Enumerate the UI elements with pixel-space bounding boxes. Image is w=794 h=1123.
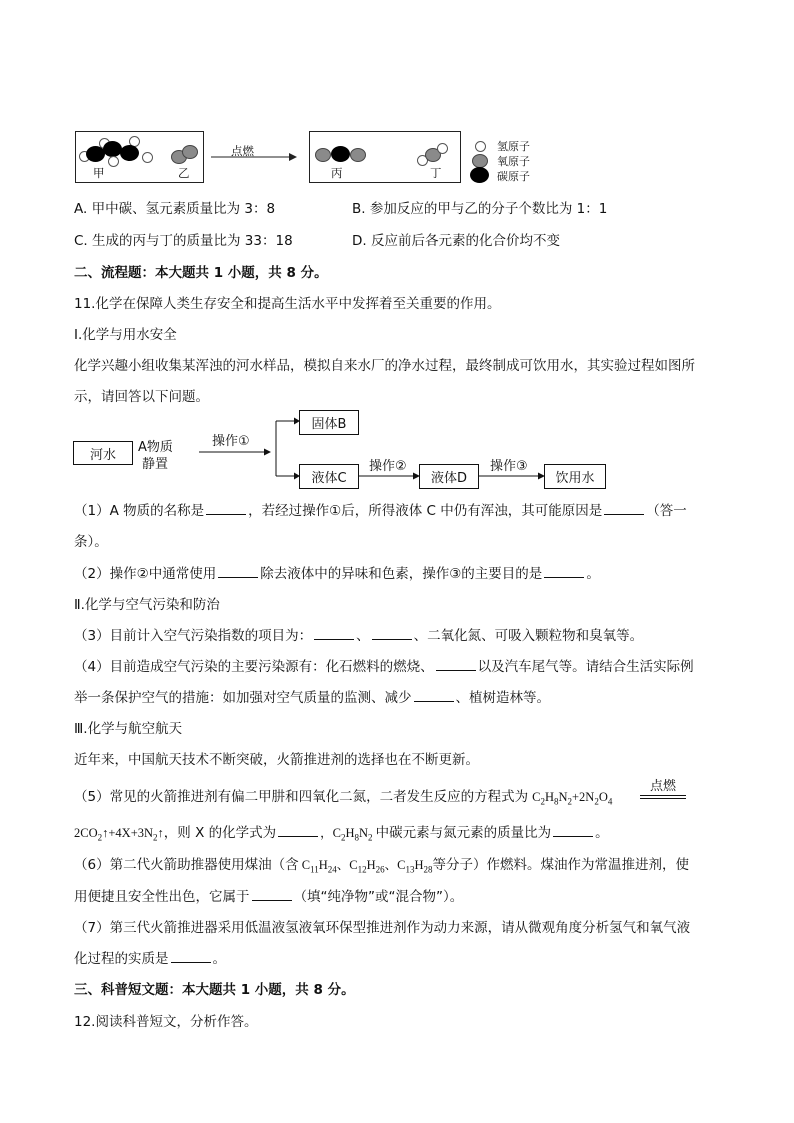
- q6-line1: （6）第二代火箭助推器使用煤油（含 $C_{11}H_{24}$、$C_{12}H_{26}$、$C_{13}H_{28}$等分子）作燃料。煤油作为常温推进剂，使: [74, 857, 690, 875]
- formula-c2h8n2: ，$C_2H_8N_2$: [320, 826, 373, 843]
- answer-blank[interactable]: [544, 577, 584, 578]
- label-jia: 甲: [93, 166, 105, 180]
- option-c: C. 生成的丙与丁的质量比为 33：18: [74, 233, 293, 249]
- section-2-heading: 二、流程题：本大题共 1 小题，共 8 分。: [74, 265, 328, 281]
- label-op3: 操作③: [490, 459, 528, 474]
- answer-blank[interactable]: [414, 701, 454, 702]
- node-drink-water: 饮用水: [544, 464, 606, 489]
- q5-line2: $2CO_2↑+4X+3N_2↑$，则 X 的化学式为 ，$C_2H_8N_2$ 中碳元素与氮元素的质量比为 。: [74, 825, 609, 843]
- part1-line2: 示，请回答以下问题。: [74, 389, 209, 405]
- q7-line2: 化过程的实质是 。: [74, 951, 226, 967]
- node-liquid-c: 液体C: [299, 464, 359, 489]
- answer-blank[interactable]: [314, 639, 354, 640]
- label-ding: 丁: [430, 166, 442, 180]
- q6-line2: 用便捷且安全性出色，它属于 （填“纯净物”或“混合物”）。: [74, 889, 464, 905]
- q3-line: （3）目前计入空气污染指数的项目为： 、 、二氧化氮、可吸入颗粒物和臭氧等。: [74, 628, 644, 644]
- label-a-substance: A物质: [138, 440, 173, 455]
- legend-hydrogen: 氢原子: [497, 140, 530, 153]
- option-d: D. 反应前后各元素的化合价均不变: [352, 233, 560, 249]
- label-op2: 操作②: [369, 459, 407, 474]
- answer-blank[interactable]: [206, 514, 246, 515]
- answer-blank[interactable]: [553, 836, 593, 837]
- q4-line2: 举一条保护空气的措施：如加强对空气质量的监测、减少 、植树造林等。: [74, 690, 550, 706]
- q1-line2: 条）。: [74, 534, 108, 550]
- node-solid-b: 固体B: [299, 410, 359, 435]
- equation-products: $2CO_2↑+4X+3N_2↑$: [74, 826, 164, 843]
- answer-blank[interactable]: [218, 577, 258, 578]
- answer-blank[interactable]: [252, 900, 292, 901]
- equation-reactants: $C_2H_8N_2+2N_2O_4$: [532, 790, 613, 807]
- answer-blank[interactable]: [278, 836, 318, 837]
- part3-title: Ⅲ.化学与航空航天: [74, 721, 183, 737]
- q1-line1: （1）A 物质的名称是 ，若经过操作①后，所得液体 C 中仍有浑浊，其可能原因是 （答一: [74, 503, 687, 519]
- answer-blank[interactable]: [604, 514, 644, 515]
- part3-intro: 近年来，中国航天技术不断突破，火箭推进剂的选择也在不断更新。: [74, 752, 479, 768]
- equal-sign-icon: [640, 795, 686, 799]
- q7-line1: （7）第三代火箭推进器采用低温液氢液氧环保型推进剂作为动力来源，请从微观角度分析氢气和氧气液: [74, 920, 691, 936]
- section-3-heading: 三、科普短文题：本大题共 1 小题，共 8 分。: [74, 982, 355, 998]
- flow-arrows: [0, 0, 794, 520]
- q4-line1: （4）目前造成空气污染的主要污染源有：化石燃料的燃烧、 以及汽车尾气等。请结合生活实际例: [74, 659, 694, 675]
- q12-intro: 12.阅读科普短文，分析作答。: [74, 1014, 258, 1030]
- answer-blank[interactable]: [372, 639, 412, 640]
- option-a: A. 甲中碳、氢元素质量比为 3：8: [74, 201, 276, 217]
- answer-blank[interactable]: [171, 962, 211, 963]
- option-b: B. 参加反应的甲与乙的分子个数比为 1：1: [352, 201, 608, 217]
- arrow-label: 点燃: [231, 144, 254, 158]
- kerosene-formulas: $C_{11}H_{24}$、$C_{12}H_{26}$、$C_{13}H_{28}$: [298, 858, 433, 875]
- label-op1: 操作①: [212, 434, 250, 449]
- part1-line1: 化学兴趣小组收集某浑浊的河水样品，模拟自来水厂的净水过程，最终制成可饮用水，其实验过程如图所: [74, 358, 695, 374]
- label-bing: 丙: [331, 166, 343, 180]
- part2-title: Ⅱ.化学与空气污染和防治: [74, 597, 220, 613]
- q11-intro: 11.化学在保障人类生存安全和提高生活水平中发挥着至关重要的作用。: [74, 296, 501, 312]
- reaction-condition: 点燃: [640, 775, 686, 799]
- answer-blank[interactable]: [436, 670, 476, 671]
- q5-line1: （5）常见的火箭推进剂有偏二甲肼和四氧化二氮，二者发生反应的方程式为 $C_2H_8N_2+2N_2O_4$: [74, 789, 613, 807]
- legend-carbon: 碳原子: [497, 170, 530, 183]
- node-river: 河水: [73, 441, 133, 465]
- label-settle: 静置: [142, 457, 169, 472]
- q2-line: （2）操作②中通常使用 除去液体中的异味和色素，操作③的主要目的是 。: [74, 566, 600, 582]
- legend-oxygen: 氧原子: [497, 155, 530, 168]
- node-liquid-d: 液体D: [419, 464, 479, 489]
- part1-title: Ⅰ.化学与用水安全: [74, 327, 177, 343]
- label-yi: 乙: [178, 166, 190, 180]
